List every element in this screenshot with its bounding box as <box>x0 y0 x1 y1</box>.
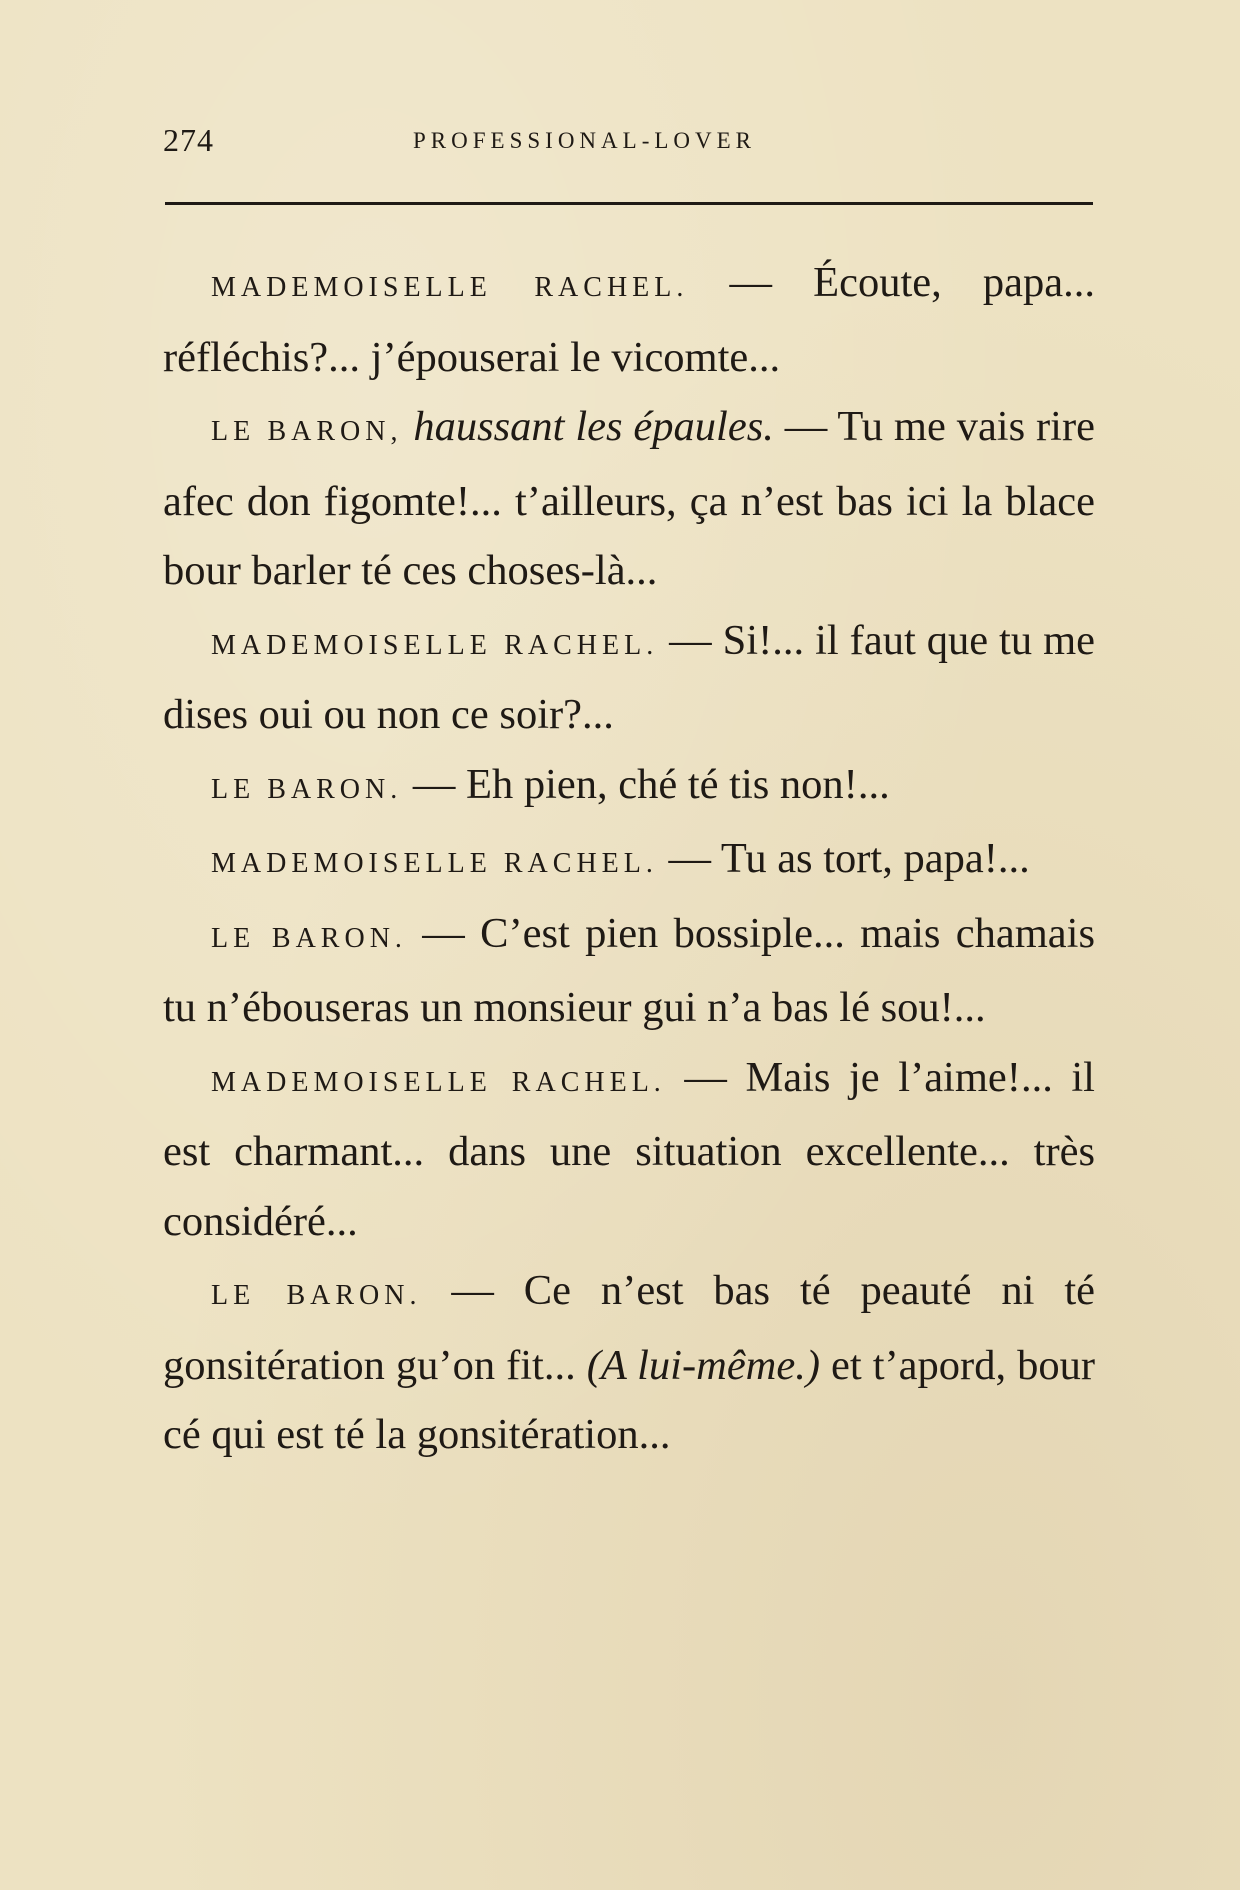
dialogue-paragraph <box>163 392 1095 606</box>
speech-text: — Tu as tort, papa!... <box>657 835 1030 882</box>
speaker-name: LE BARON. <box>211 773 403 805</box>
speech-text: — Mais je l’aime!... il est charmant... dans une situation excellente... très considéré... <box>163 1053 1095 1245</box>
dialogue-paragraph <box>163 1043 1095 1257</box>
speaker-name: MADEMOISELLE RACHEL. <box>211 848 658 879</box>
running-title: PROFESSIONAL-LOVER <box>413 128 757 153</box>
speech-text: — Eh pien, ché té tis non!... <box>402 760 890 808</box>
dialogue-paragraph <box>163 606 1095 750</box>
speaker-name: LE BARON. <box>211 922 407 954</box>
speech-text: — Tu me vais rire afec don figomte!... t’ailleurs, ça n’est bas ici la blace bour barler té ces choses-là... <box>163 403 1095 594</box>
page-number: 274 <box>163 122 214 158</box>
speaker-name: MADEMOISELLE RACHEL. <box>211 272 689 303</box>
speaker-name: MADEMOISELLE RACHEL. <box>211 1066 666 1098</box>
speech-text: — Écoute, papa... réfléchis?... j’épouserai le vicomte... <box>163 259 1095 381</box>
running-head <box>163 122 1093 166</box>
speech-text: — Ce n’est bas té peauté ni té gonsitération gu’on fit... <box>163 1267 1095 1389</box>
stage-direction: (A lui-même.) <box>575 1341 821 1389</box>
dialogue-paragraph <box>163 899 1095 1043</box>
dialogue-body <box>163 248 1095 1470</box>
header-rule <box>165 202 1093 205</box>
speech-text: — C’est pien bossiple... mais chamais tu n’ébouseras un monsieur gui n’a bas lé sou!... <box>163 909 1095 1031</box>
speech-text-continued: et t’apord, bour cé qui est té la gonsitération... <box>163 1341 1095 1458</box>
dialogue-paragraph <box>163 824 1095 899</box>
speech-text: — Si!... il faut que tu me dises oui ou non ce soir?... <box>163 616 1095 738</box>
speaker-name: MADEMOISELLE RACHEL. <box>211 629 659 661</box>
dialogue-paragraph <box>163 750 1095 825</box>
dialogue-paragraph <box>163 248 1095 392</box>
speaker-name: LE BARON, <box>211 416 403 447</box>
stage-direction: haussant les épaules. <box>402 403 774 450</box>
dialogue-paragraph <box>163 1256 1095 1470</box>
speaker-name: LE BARON. <box>211 1280 422 1311</box>
